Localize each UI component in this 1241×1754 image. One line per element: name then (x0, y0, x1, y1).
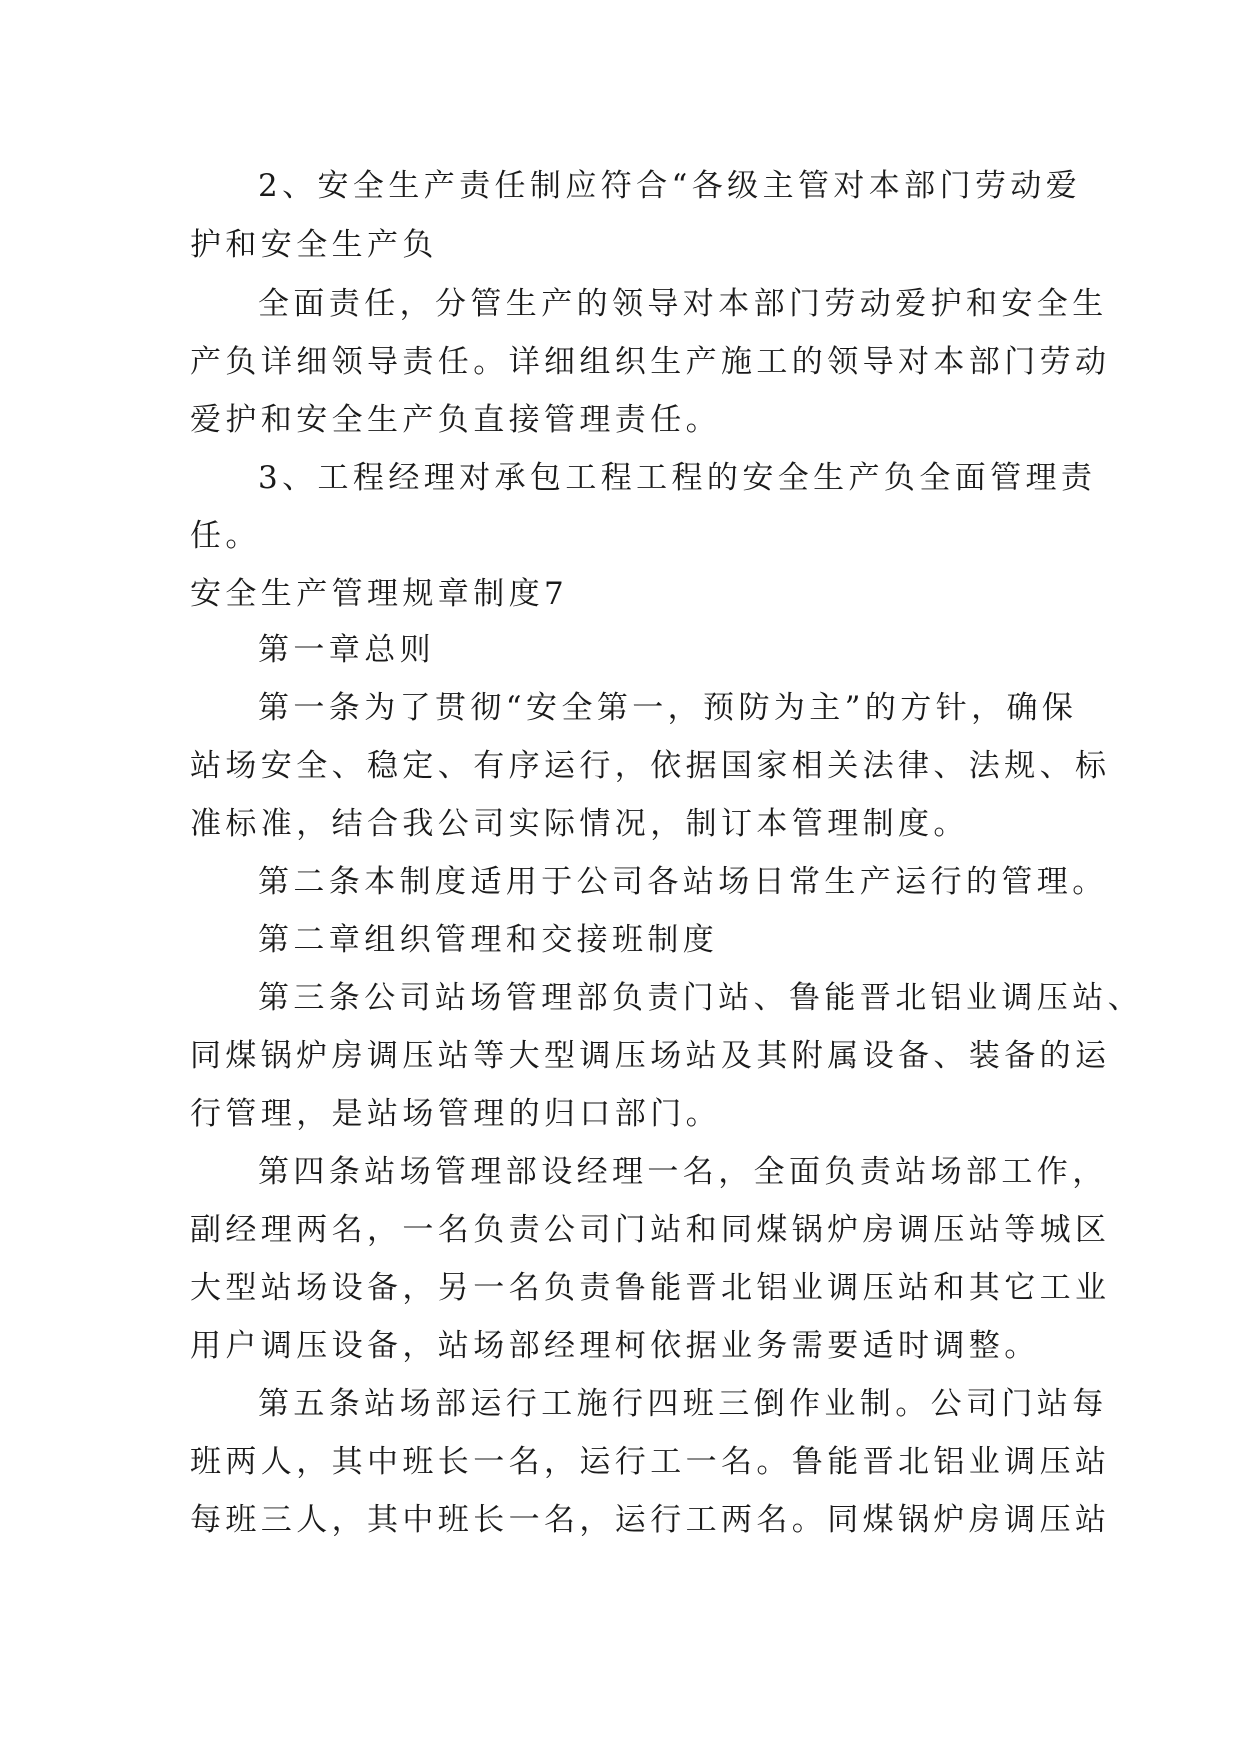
paragraph-line: 护和安全生产负 (190, 227, 438, 263)
paragraph-line: 全面责任，分管生产的领导对本部门劳动爱护和安全生 (258, 286, 1108, 322)
paragraph-line: 第三条公司站场管理部负责门站、鲁能晋北铝业调压站、 (258, 980, 1143, 1016)
section-heading: 安全生产管理规章制度7 (190, 576, 569, 612)
paragraph-line: 同煤锅炉房调压站等大型调压场站及其附属设备、装备的运 (190, 1038, 1111, 1074)
paragraph-line: 产负详细领导责任。详细组织生产施工的领导对本部门劳动 (190, 344, 1111, 380)
paragraph-line: 站场安全、稳定、有序运行，依据国家相关法律、法规、标 (190, 748, 1111, 784)
paragraph-line: 副经理两名，一名负责公司门站和同煤锅炉房调压站等城区 (190, 1212, 1111, 1248)
paragraph-line: 用户调压设备，站场部经理柯依据业务需要适时调整。 (190, 1328, 1040, 1364)
paragraph-line: 准标准，结合我公司实际情况，制订本管理制度。 (190, 806, 969, 842)
paragraph-line: 2、安全生产责任制应符合“各级主管对本部门劳动爱 (258, 168, 1082, 204)
paragraph-line: 任。 (190, 518, 261, 554)
paragraph-line: 3、工程经理对承包工程工程的安全生产负全面管理责 (258, 460, 1097, 496)
paragraph-line: 行管理，是站场管理的归口部门。 (190, 1096, 721, 1132)
chapter-heading: 第一章总则 (258, 632, 435, 668)
paragraph-line: 大型站场设备，另一名负责鲁能晋北铝业调压站和其它工业 (190, 1270, 1111, 1306)
paragraph-line: 第一条为了贯彻“安全第一，预防为主”的方针，确保 (258, 690, 1078, 726)
paragraph-line: 爱护和安全生产负直接管理责任。 (190, 402, 721, 438)
chapter-heading: 第二章组织管理和交接班制度 (258, 922, 719, 958)
paragraph-line: 第四条站场管理部设经理一名，全面负责站场部工作， (258, 1154, 1108, 1190)
paragraph-line: 第二条本制度适用于公司各站场日常生产运行的管理。 (258, 864, 1108, 900)
paragraph-line: 第五条站场部运行工施行四班三倒作业制。公司门站每 (258, 1386, 1108, 1422)
paragraph-line: 每班三人，其中班长一名，运行工两名。同煤锅炉房调压站 (190, 1502, 1111, 1538)
paragraph-line: 班两人，其中班长一名，运行工一名。鲁能晋北铝业调压站 (190, 1444, 1111, 1480)
